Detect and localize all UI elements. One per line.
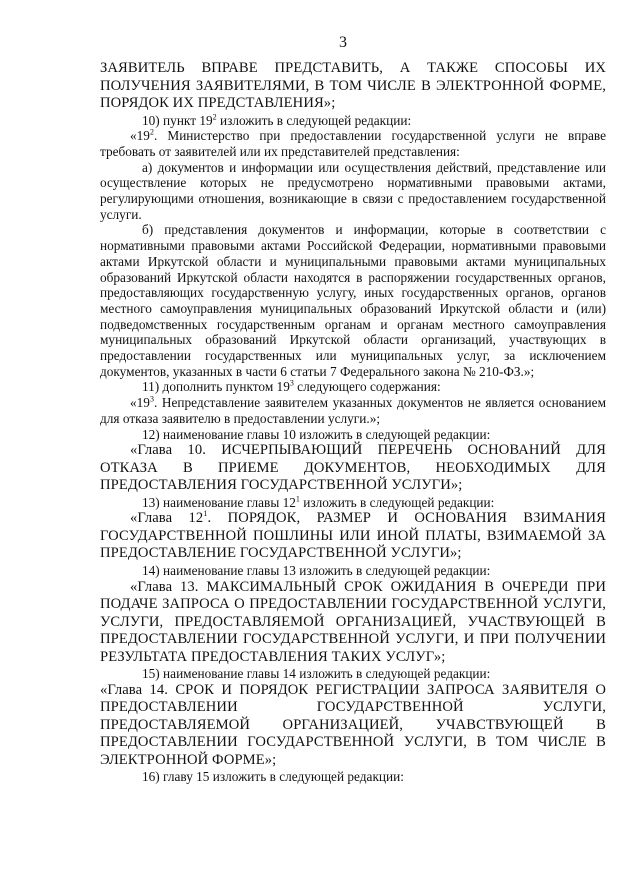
chapter-14-title: «Глава 14. СРОК И ПОРЯДОК РЕГИСТРАЦИИ ЗАПРОСА ЗАЯВИТЕЛЯ О ПРЕДОСТАВЛЕНИИ ГОСУДАРСТВЕННОЙ УСЛУГИ, ПРЕДОСТАВЛЯЕМОЙ ОРГАНИЗАЦИЕЙ, УЧАВСТВУЮЩЕЙ В ПРЕДОСТАВЛЕНИИ ГОСУДАРСТВЕННОЙ УСЛУГИ, В ТОМ ЧИСЛЕ В ЭЛЕКТРОННОЙ ФОРМЕ»; <box>100 681 606 768</box>
clause-19-2: «$19^2$. Министерство при предоставлении государственной услуги не вправе требовать от заявителей или их представителей представления: <box>100 127 606 159</box>
list-item-16: 16) главу 15 изложить в следующей редакции: <box>142 769 404 785</box>
clause-19-2-b: б) представления документов и информации, которые в соответствии с нормативными правовыми актами Российской Федерации, нормативными правовыми актами Иркутской области и муниципальными правовыми актами муниципальных образований Иркутской области находятся в распоряжении государственных органов, предоставляющих государственную услугу, иных государственных органов, органов местного самоуправления муниципальных образований Иркутской области и (или) подведомственных государственным органам и органам местного самоуправления муниципальных образований Иркутской области организаций, участвующих в предоставлении государственных или муниципальных услуг, за исключением документов, указанных в части 6 статьи 7 Федерального закона № 210-ФЗ.»; <box>100 222 606 379</box>
list-item-12: 12) наименование главы 10 изложить в следующей редакции: <box>142 426 491 442</box>
chapter-12-1-title: «Глава $12^1$. ПОРЯДОК, РАЗМЕР И ОСНОВАНИЯ ВЗИМАНИЯ ГОСУДАРСТВЕННОЙ ПОШЛИНЫ ИЛИ ИНОЙ ПЛАТЫ, ВЗИМАЕМОЙ ЗА ПРЕДОСТАВЛЕНИЕ ГОСУДАРСТВЕННОЙ УСЛУГИ»; <box>100 509 607 562</box>
list-item-15: 15) наименование главы 14 изложить в следующей редакции: <box>142 666 491 682</box>
page-number: 3 <box>339 34 347 51</box>
list-item-11: 11) дополнить пунктом $19^3$ следующего содержания: <box>142 379 441 395</box>
chapter-10-title: «Глава 10. ИСЧЕРПЫВАЮЩИЙ ПЕРЕЧЕНЬ ОСНОВАНИЙ ДЛЯ ОТКАЗА В ПРИЕМЕ ДОКУМЕНТОВ, НЕОБХОДИМЫХ ДЛЯ ПРЕДОСТАВЛЕНИЯ ГОСУДАРСТВЕННОЙ УСЛУГИ»; <box>100 442 606 494</box>
clause-19-2-a: а) документов и информации или осуществления действий, представление или осуществление которых не предусмотрено нормативными правовыми актами, регулирующими отношения, возникающие в связи с предоставлением государственной услуги. <box>100 159 606 222</box>
list-item-13: 13) наименование главы $12^1$ изложить в следующей редакции: <box>142 494 495 510</box>
chapter-13-title: «Глава 13. МАКСИМАЛЬНЫЙ СРОК ОЖИДАНИЯ В ОЧЕРЕДИ ПРИ ПОДАЧЕ ЗАПРОСА О ПРЕДОСТАВЛЕНИИ ГОСУДАРСТВЕННОЙ УСЛУГИ, УСЛУГИ, ПРЕДОСТАВЛЯЕМОЙ ОРГАНИЗАЦИЕЙ, УЧАСТВУЮЩЕЙ В ПРЕДОСТАВЛЕНИИ ГОСУДАРСТВЕННОЙ УСЛУГИ, И ПРИ ПОЛУЧЕНИИ РЕЗУЛЬТАТА ПРЕДОСТАВЛЕНИЯ ТАКИХ УСЛУГ»; <box>100 578 606 665</box>
list-item-14: 14) наименование главы 13 изложить в следующей редакции: <box>142 562 491 578</box>
list-item-10: 10) пункт $19^2$ изложить в следующей редакции: <box>142 112 412 128</box>
chapter-title-continuation: ЗАЯВИТЕЛЬ ВПРАВЕ ПРЕДСТАВИТЬ, А ТАКЖЕ СПОСОБЫ ИХ ПОЛУЧЕНИЯ ЗАЯВИТЕЛЯМИ, В ТОМ ЧИСЛЕ В ЭЛЕКТРОННОЙ ФОРМЕ, ПОРЯДОК ИХ ПРЕДСТАВЛЕНИЯ»; <box>100 60 606 111</box>
clause-19-3: «$19^3$. Непредставление заявителем указанных документов не является основанием для отказа заявителю в предоставлении услуги.»; <box>100 394 606 426</box>
